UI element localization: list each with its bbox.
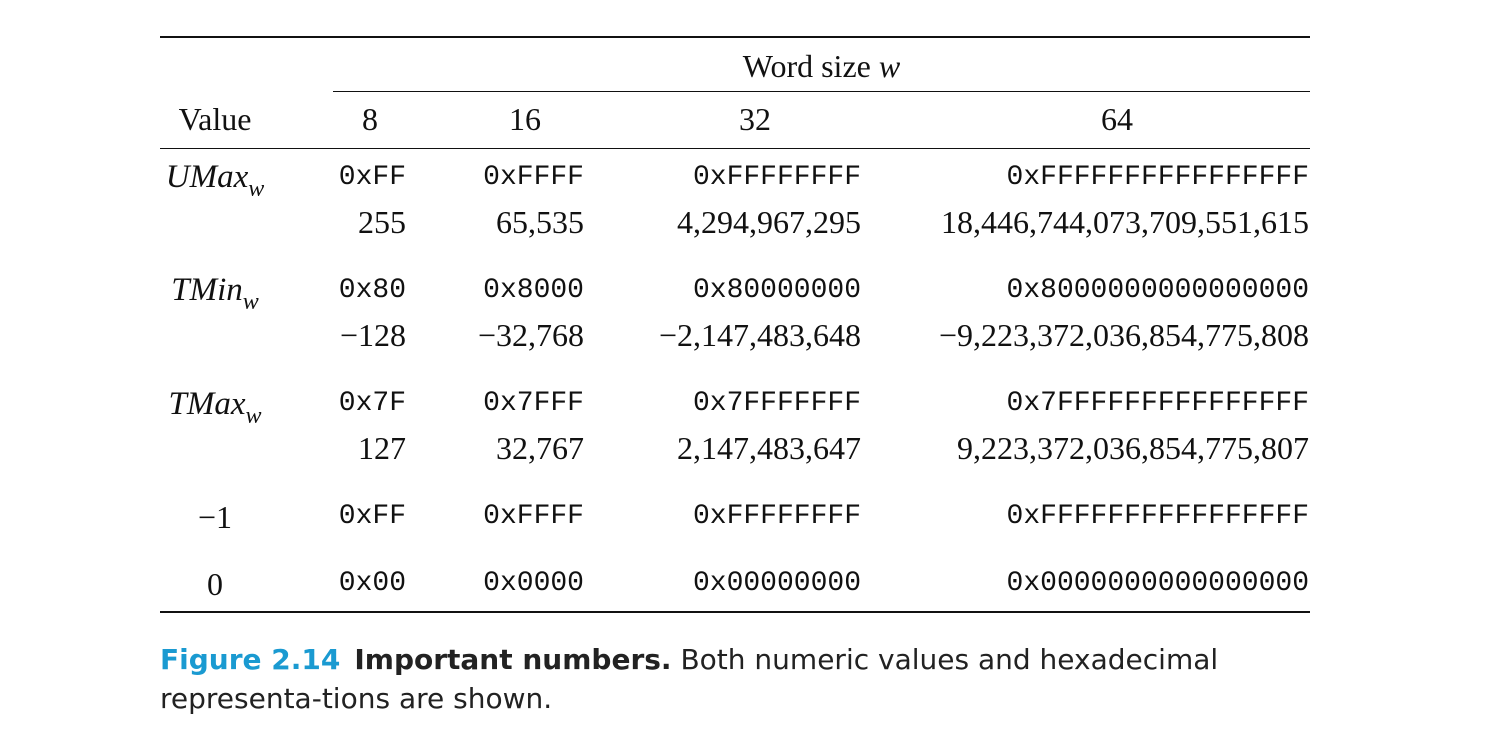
value-column-header: Value — [178, 101, 252, 137]
row-label-zero: 0 — [207, 566, 223, 602]
cell-tmax-dec-16: 32,767 — [496, 430, 584, 466]
cell-umax-dec-32: 4,294,967,295 — [677, 204, 861, 240]
cell-tmax-dec-8: 127 — [358, 430, 406, 466]
word-size-header — [333, 46, 1310, 86]
umax-label-text: UMax — [165, 159, 249, 195]
cell-minus-one-hex-32: 0xFFFFFFFF — [692, 501, 861, 532]
cell-umax-hex-32: 0xFFFFFFFF — [692, 162, 861, 193]
cell-tmax-dec-32: 2,147,483,647 — [677, 430, 861, 466]
column-header-16: 16 — [509, 101, 541, 137]
column-header-32: 32 — [739, 101, 771, 137]
cell-tmin-hex-16: 0x8000 — [483, 275, 584, 306]
cell-tmin-dec-8: −128 — [339, 317, 406, 353]
table-top-rule — [160, 36, 1310, 38]
cell-tmax-hex-16: 0x7FFF — [483, 388, 584, 419]
cell-tmax-hex-64: 0x7FFFFFFFFFFFFFFF — [1006, 388, 1309, 419]
figure-label: Figure 2.14 — [160, 643, 341, 676]
figure-caption — [160, 640, 1380, 718]
tmin-label-text: TMin — [171, 272, 243, 308]
column-header-64: 64 — [1101, 101, 1133, 137]
cell-umax-dec-64: 18,446,744,073,709,551,615 — [941, 204, 1309, 240]
cell-tmin-hex-32: 0x80000000 — [692, 275, 861, 306]
tmin-subscript: w — [242, 289, 259, 315]
cell-zero-hex-32: 0x00000000 — [692, 568, 861, 599]
cell-zero-hex-64: 0x0000000000000000 — [1006, 568, 1309, 599]
table-bottom-rule — [160, 611, 1310, 613]
cell-tmin-dec-16: −32,768 — [477, 317, 584, 353]
umax-subscript: w — [248, 176, 265, 202]
word-size-var: w — [878, 48, 901, 84]
cell-umax-hex-64: 0xFFFFFFFFFFFFFFFF — [1006, 162, 1309, 193]
column-header-8: 8 — [362, 101, 378, 137]
header-bottom-rule — [160, 148, 1310, 149]
cell-minus-one-hex-16: 0xFFFF — [483, 501, 584, 532]
cell-tmin-dec-64: −9,223,372,036,854,775,808 — [938, 317, 1309, 353]
tmax-label-text: TMax — [168, 386, 246, 422]
cell-tmax-hex-8: 0x7F — [338, 388, 406, 419]
cell-tmax-dec-64: 9,223,372,036,854,775,807 — [957, 430, 1309, 466]
cell-zero-hex-8: 0x00 — [338, 568, 406, 599]
cell-umax-dec-16: 65,535 — [496, 204, 584, 240]
cell-zero-hex-16: 0x0000 — [483, 568, 584, 599]
row-label-minus-one: −1 — [197, 499, 233, 535]
caption-title: Important numbers. — [354, 643, 672, 676]
cell-minus-one-hex-8: 0xFF — [338, 501, 406, 532]
cell-umax-hex-8: 0xFF — [338, 162, 406, 193]
caption-text: Both numeric values and hexadecimal representa-tions are shown. — [160, 643, 1219, 715]
cell-umax-hex-16: 0xFFFF — [483, 162, 584, 193]
cell-tmin-hex-64: 0x8000000000000000 — [1006, 275, 1309, 306]
cell-umax-dec-8: 255 — [358, 204, 406, 240]
cell-tmin-dec-32: −2,147,483,648 — [658, 317, 861, 353]
tmax-subscript: w — [245, 403, 262, 429]
word-size-text: Word size — [742, 48, 871, 84]
cell-tmin-hex-8: 0x80 — [338, 275, 406, 306]
cell-tmax-hex-32: 0x7FFFFFFF — [692, 388, 861, 419]
group-header-rule — [333, 91, 1310, 92]
cell-minus-one-hex-64: 0xFFFFFFFFFFFFFFFF — [1006, 501, 1309, 532]
